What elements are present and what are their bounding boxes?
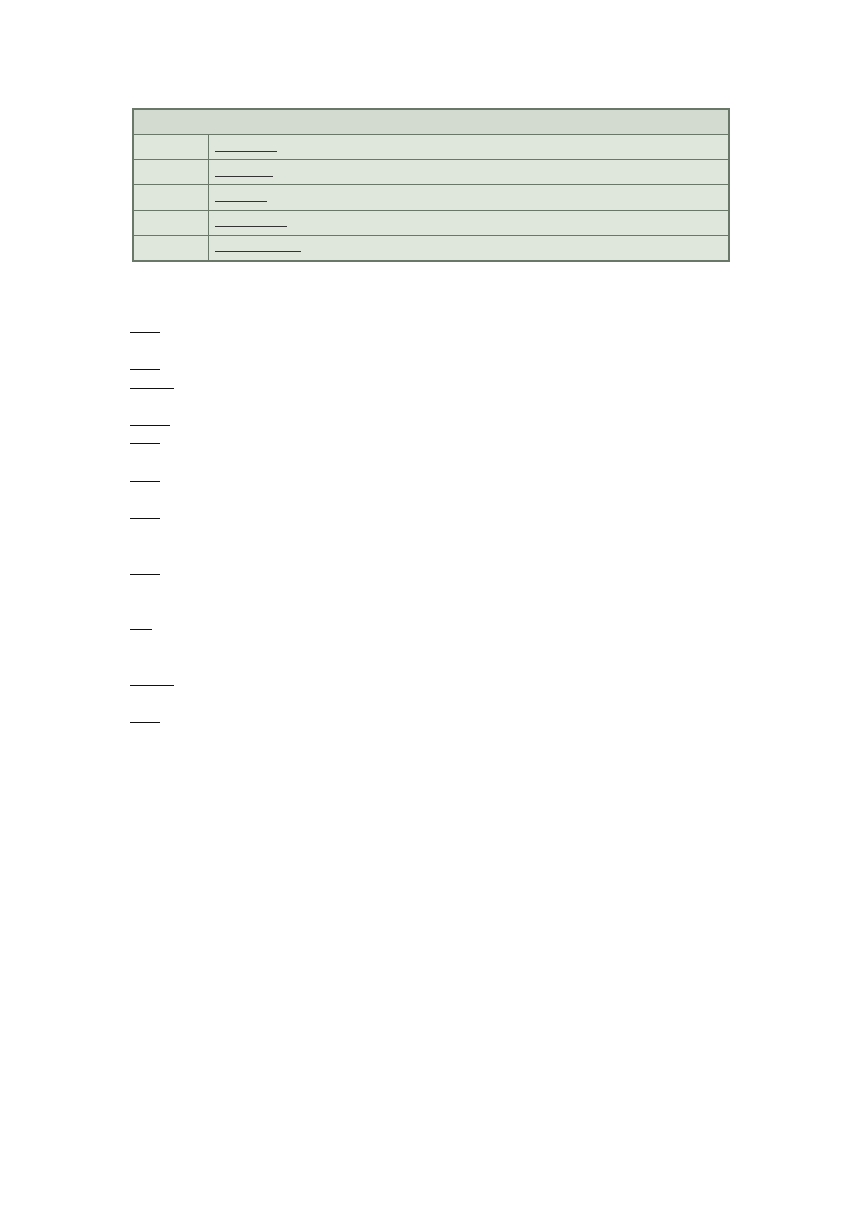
row-label bbox=[134, 235, 209, 260]
answer-blank[interactable] bbox=[130, 617, 152, 630]
answer-blank[interactable] bbox=[130, 506, 160, 519]
question-36 bbox=[130, 562, 735, 581]
row-content bbox=[209, 210, 729, 235]
answer-blank[interactable] bbox=[130, 562, 160, 575]
answer-blank-29[interactable] bbox=[215, 213, 287, 227]
row-label bbox=[134, 185, 209, 210]
question-38-reply bbox=[130, 673, 735, 692]
answer-blank[interactable] bbox=[130, 710, 160, 723]
single-choice-section bbox=[130, 264, 735, 747]
question-35-reply bbox=[130, 524, 735, 543]
row-content bbox=[209, 185, 729, 210]
question-32-reply bbox=[130, 376, 735, 395]
table-row bbox=[134, 235, 729, 260]
answer-blank[interactable] bbox=[130, 673, 174, 686]
question-33 bbox=[130, 413, 735, 432]
answer-blank-30[interactable] bbox=[215, 238, 301, 252]
options-36 bbox=[130, 599, 735, 618]
options-37 bbox=[130, 636, 735, 655]
options-35 bbox=[130, 543, 735, 562]
answer-blank[interactable] bbox=[130, 357, 160, 370]
answer-blank[interactable] bbox=[130, 376, 174, 389]
question-33-reply bbox=[130, 431, 735, 450]
question-39 bbox=[130, 710, 735, 729]
exam-page bbox=[130, 104, 735, 747]
row-label bbox=[134, 160, 209, 185]
options-31 bbox=[130, 338, 735, 357]
answer-blank[interactable] bbox=[130, 469, 160, 482]
question-34 bbox=[130, 469, 735, 488]
question-35 bbox=[130, 506, 735, 525]
row-label bbox=[134, 135, 209, 160]
table-row bbox=[134, 135, 729, 160]
answer-blank-27[interactable] bbox=[215, 163, 273, 177]
question-36-reply bbox=[130, 580, 735, 599]
options-38 bbox=[130, 692, 735, 711]
table-row bbox=[134, 160, 729, 185]
section-instructions bbox=[130, 301, 735, 320]
table-title bbox=[134, 110, 729, 135]
section-instructions bbox=[130, 283, 735, 302]
question-37 bbox=[130, 617, 735, 636]
options-39 bbox=[130, 729, 735, 748]
answer-blank-28[interactable] bbox=[215, 188, 267, 202]
info-table-image bbox=[132, 108, 730, 262]
options-34 bbox=[130, 487, 735, 506]
answer-blank[interactable] bbox=[130, 320, 160, 333]
info-table bbox=[133, 109, 729, 261]
answer-blank-26[interactable] bbox=[215, 138, 277, 152]
row-content bbox=[209, 160, 729, 185]
table-row bbox=[134, 210, 729, 235]
options-32 bbox=[130, 394, 735, 413]
answer-blank[interactable] bbox=[130, 413, 170, 426]
row-label bbox=[134, 210, 209, 235]
question-38 bbox=[130, 654, 735, 673]
table-row bbox=[134, 185, 729, 210]
section-heading bbox=[130, 264, 735, 283]
question-32 bbox=[130, 357, 735, 376]
row-content bbox=[209, 235, 729, 260]
row-content bbox=[209, 135, 729, 160]
question-31 bbox=[130, 320, 735, 339]
answer-blank[interactable] bbox=[130, 431, 160, 444]
options-33 bbox=[130, 450, 735, 469]
